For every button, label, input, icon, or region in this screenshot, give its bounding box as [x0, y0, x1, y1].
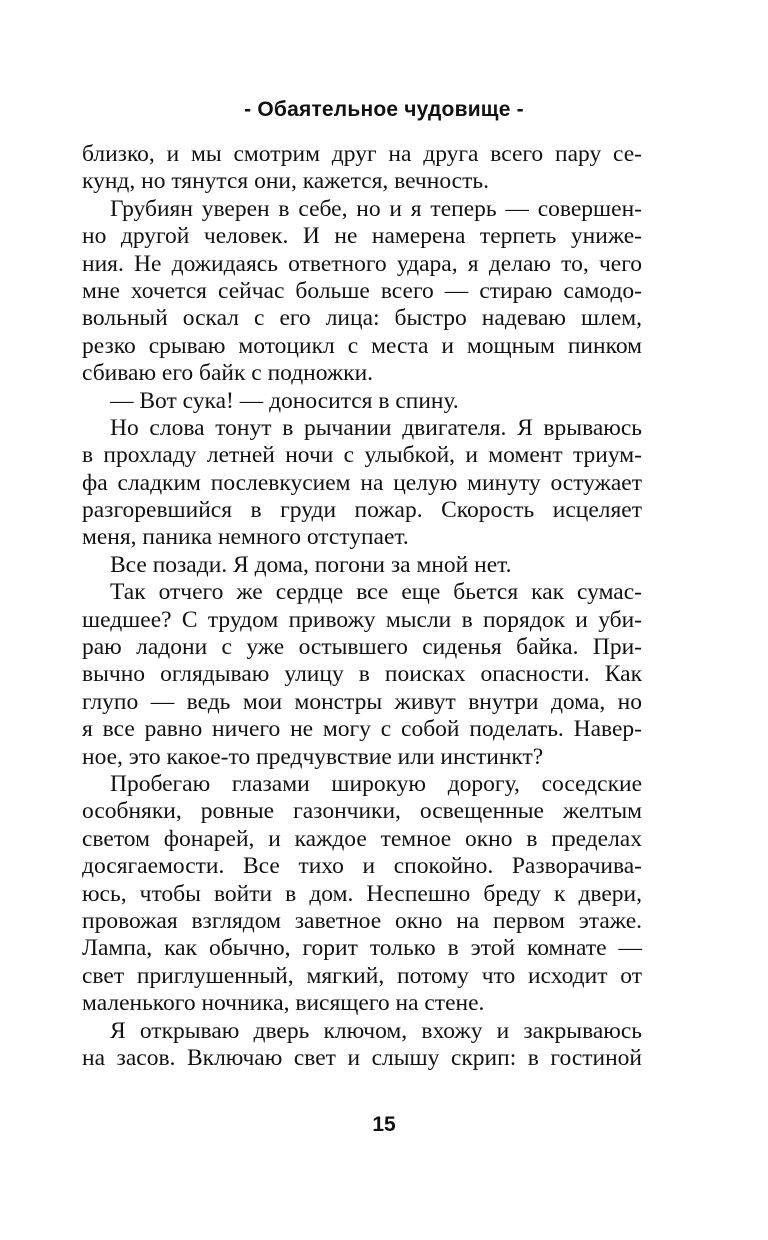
text-line: разгоревшийся в груди пожар. Скорость исцеляет — [82, 497, 642, 524]
text-line: Я открываю дверь ключом, вхожу и закрываюсь — [110, 1017, 642, 1044]
text-line: в прохладу летней ночи с улыбкой, и момент триум- — [82, 442, 642, 469]
text-line: шедшее? С трудом привожу мысли в порядок и уби- — [82, 606, 642, 633]
text-line: ния. Не дожидаясь ответного удара, я делаю то, чего — [82, 250, 642, 277]
text-line: светом фонарей, и каждое темное окно в пределах — [82, 825, 642, 852]
text-line: кунд, но тянутся они, кажется, вечность. — [82, 168, 489, 195]
text-line: провожая взглядом заветное окно на первом этаже. — [82, 907, 642, 934]
text-line: вычно оглядываю улицу в поисках опасности. Как — [82, 661, 642, 688]
text-line: сбиваю его байк с подножки. — [82, 360, 374, 387]
text-line: свет приглушенный, мягкий, потому что исходит от — [82, 962, 642, 989]
text-line: меня, паника немного отступает. — [82, 524, 409, 551]
text-line: Пробегаю глазами широкую дорогу, соседские — [110, 770, 642, 797]
running-header: - Обаятельное чудовище - — [244, 98, 524, 121]
text-line: Лампа, как обычно, горит только в этой комнате — — [82, 935, 642, 962]
text-line: вольный оскал с его лица: быстро надеваю шлем, — [82, 305, 642, 332]
text-line: мне хочется сейчас больше всего — стираю самодо- — [82, 277, 642, 304]
body-text — [82, 141, 642, 1072]
text-line: фа сладким послевкусием на целую минуту остужает — [82, 469, 642, 496]
text-line: маленького ночника, висящего на стене. — [82, 990, 485, 1017]
text-line: глупо — ведь мои монстры живут внутри дома, но — [82, 688, 642, 715]
text-line: юсь, чтобы войти в дом. Неспешно бреду к двери, — [82, 880, 642, 907]
text-line: Все позади. Я дома, погони за мной нет. — [110, 551, 512, 578]
text-line: близко, и мы смотрим друг на друга всего пару се- — [82, 141, 642, 167]
text-line: досягаемости. Все тихо и спокойно. Разворачива- — [82, 853, 642, 880]
text-line: я все равно ничего не могу с собой поделать. Навер- — [82, 716, 642, 743]
text-line: — Вот сука! — доносится в спину. — [110, 387, 459, 414]
text-line: Так отчего же сердце все еще бьется как сумас- — [110, 579, 642, 606]
page-number: 15 — [372, 1113, 396, 1136]
text-line: ное, это какое-то предчувствие или инстинкт? — [82, 743, 544, 770]
text-line: но другой человек. И не намерена терпеть униже- — [82, 223, 642, 250]
text-line: резко срываю мотоцикл с места и мощным пинком — [82, 332, 642, 359]
text-line: особняки, ровные газончики, освещенные желтым — [82, 798, 642, 825]
text-line: раю ладони с уже остывшего сиденья байка. При- — [82, 634, 642, 661]
text-line: Грубиян уверен в себе, но и я теперь — совершен- — [110, 195, 642, 222]
text-line: на засов. Включаю свет и слышу скрип: в гостиной — [82, 1044, 642, 1071]
text-line: Но слова тонут в рычании двигателя. Я врываюсь — [110, 414, 642, 441]
